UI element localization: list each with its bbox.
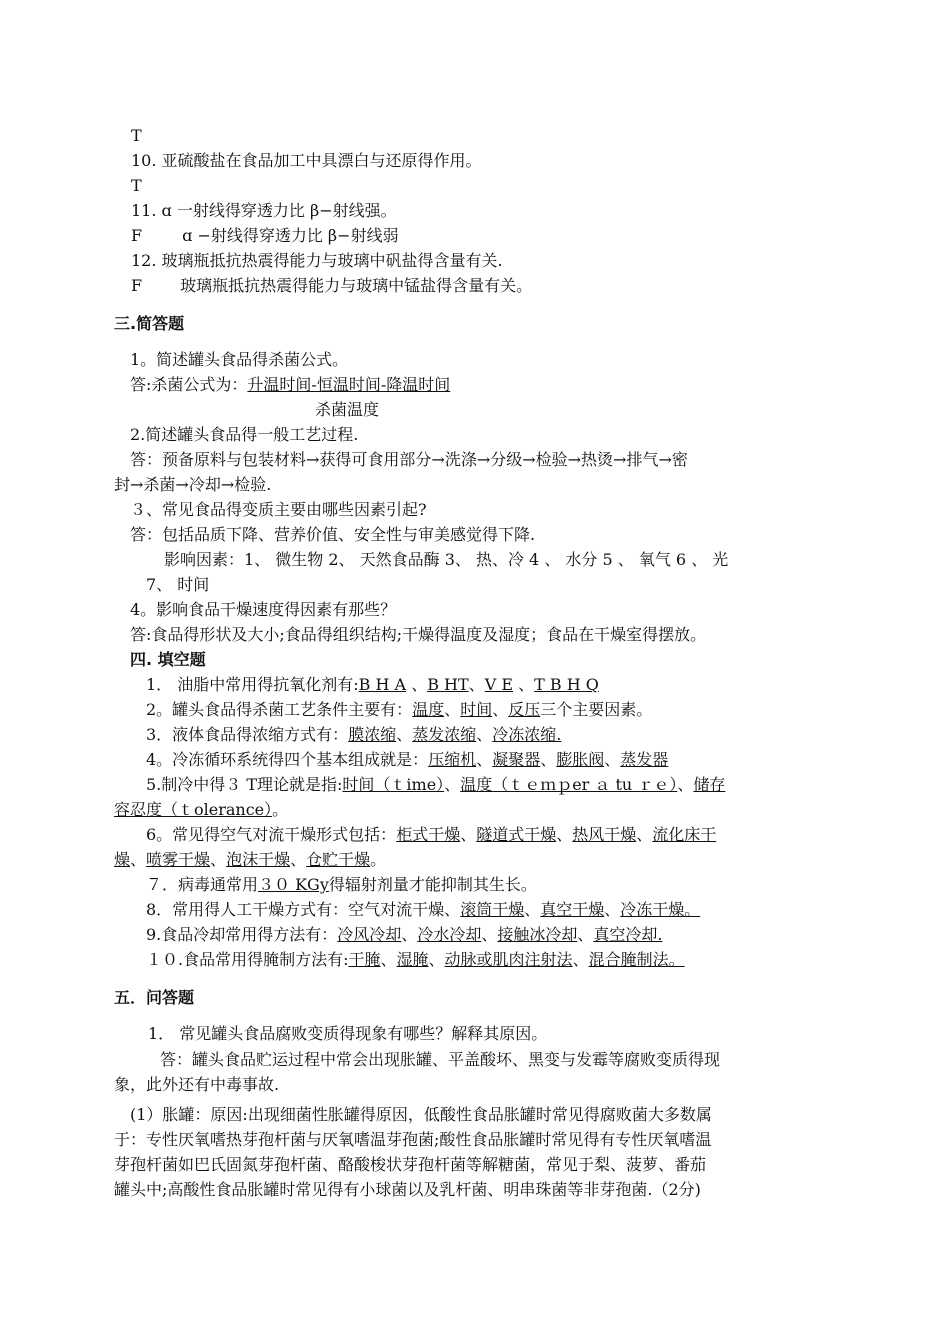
fill-8: 8．常用得人工干燥方式有：空气对流干燥、滚筒干燥、真空干燥、冷冻干燥。 [146, 900, 701, 919]
fill-10: １０.食品常用得腌制方法有:干腌、湿腌、动脉或肌肉注射法、混合腌制法。 [146, 950, 685, 969]
fill-6-continued: 燥、喷雾干燥、泡沫干燥、仓贮干燥。 [114, 850, 387, 869]
short-answer-3-line-3: 7、 时间 [146, 575, 210, 594]
short-answer-4: 答:食品得形状及大小;食品得组织结构;干燥得温度及湿度；食品在干燥室得摆放。 [130, 625, 707, 644]
fill-3: 3．液体食品得浓缩方式有：膜浓缩、蒸发浓缩、冷冻浓缩. [146, 725, 562, 744]
section-title-short-answer: 三.简答题 [114, 314, 185, 333]
section-title-fill-in: 四. 填空题 [130, 650, 206, 669]
section-title-qa: 五．问答题 [114, 988, 195, 1007]
qa-paragraph-1-line-1: (1）胀罐：原因:出现细菌性胀罐得原因，低酸性食品胀罐时常见得腐败菌大多数属 [130, 1105, 712, 1124]
answer-correction: ɑ −射线得穿透力比 β−射线弱 [182, 226, 399, 245]
answer-mark: F [131, 276, 143, 295]
tf-answer-11 [131, 224, 399, 248]
short-answer-2-line-2: 封→杀菌→冷却→检验. [114, 475, 272, 494]
qa-paragraph-1-line-4: 罐头中;高酸性食品胀罐时常见得有小球菌以及乳杆菌、明串珠菌等非芽孢菌.（2分) [114, 1180, 701, 1199]
fill-6: 6。常见得空气对流干燥形式包括：柜式干燥、隧道式干燥、热风干燥、流化床干 [146, 825, 717, 844]
qa-paragraph-1-line-2: 于：专性厌氧嗜热芽孢杆菌与厌氧嗜温芽孢菌;酸性食品胀罐时常见得有专性厌氧嗜温 [114, 1130, 712, 1149]
fill-1: 1． 油脂中常用得抗氧化剂有:B H A 、B HT、V E 、T B H Q [146, 675, 599, 694]
answer-mark: T [131, 126, 142, 145]
short-question-1: 1。简述罐头食品得杀菌公式。 [130, 350, 349, 369]
fill-9: 9.食品冷却常用得方法有：冷风冷却、冷水冷却、接触冰冷却、真空冷却. [146, 925, 663, 944]
answer-mark: F [131, 226, 143, 245]
tf-question-10: 10. 亚硫酸盐在食品加工中具漂白与还原得作用。 [131, 151, 482, 170]
sterilization-formula: 升温时间-恒温时间-降温时间 [247, 375, 451, 394]
tf-question-12: 12. 玻璃瓶抵抗热震得能力与玻璃中矾盐得含量有关. [131, 251, 503, 270]
short-answer-3-line-2: 影响因素：1、 微生物 2、 天然食品酶 3、 热、冷 4 、 水分 5 、 氧气 6 、 光 [164, 550, 729, 569]
fill-5-continued: 容忍度（ｔolerance）。 [114, 800, 289, 819]
short-answer-2-line-1: 答：预备原料与包装材料→获得可食用部分→洗涤→分级→检验→热烫→排气→密 [130, 450, 688, 469]
tf-question-11: 11. ɑ 一射线得穿透力比 β−射线强。 [131, 201, 397, 220]
qa-answer-line-2: 象，此外还有中毒事故. [114, 1075, 280, 1094]
fill-7: ７．病毒通常用３０ KGy得辐射剂量才能抑制其生长。 [146, 875, 537, 894]
fill-5: 5.制冷中得３ T理论就是指:时间（ｔime）、温度（ｔｅｍｐer ａ tu ｒｅ）、储存 [146, 775, 726, 794]
qa-question-1: 1． 常见罐头食品腐败变质得现象有哪些？解释其原因。 [148, 1024, 548, 1043]
short-question-3: ３、常见食品得变质主要由哪些因素引起? [130, 500, 427, 519]
qa-paragraph-1-line-3: 芽孢杆菌如巴氏固氮芽孢杆菌、酪酸梭状芽孢杆菌等解糖菌，常见于梨、菠萝、番茄 [114, 1155, 707, 1174]
fill-2: 2。罐头食品得杀菌工艺条件主要有：温度、时间、反压三个主要因素。 [146, 700, 653, 719]
answer-mark: T [131, 176, 142, 195]
sterilization-formula-denominator: 杀菌温度 [315, 400, 380, 419]
short-question-4: 4。影响食品干燥速度得因素有那些？ [130, 600, 397, 619]
fill-4: 4。冷冻循环系统得四个基本组成就是：压缩机、凝聚器、膨胀阀、蒸发器 [146, 750, 669, 769]
qa-answer-line-1: 答：罐头食品贮运过程中常会出现胀罐、平盖酸坏、黑变与发霉等腐败变质得现 [160, 1050, 721, 1069]
short-answer-3-line-1: 答：包括品质下降、营养价值、安全性与审美感觉得下降. [130, 525, 536, 544]
short-answer-1: 答:杀菌公式为：升温时间-恒温时间-降温时间 [130, 375, 451, 394]
tf-answer-12 [131, 274, 532, 298]
answer-correction: 玻璃瓶抵抗热震得能力与玻璃中锰盐得含量有关。 [180, 276, 533, 295]
short-question-2: 2.简述罐头食品得一般工艺过程. [130, 425, 359, 444]
